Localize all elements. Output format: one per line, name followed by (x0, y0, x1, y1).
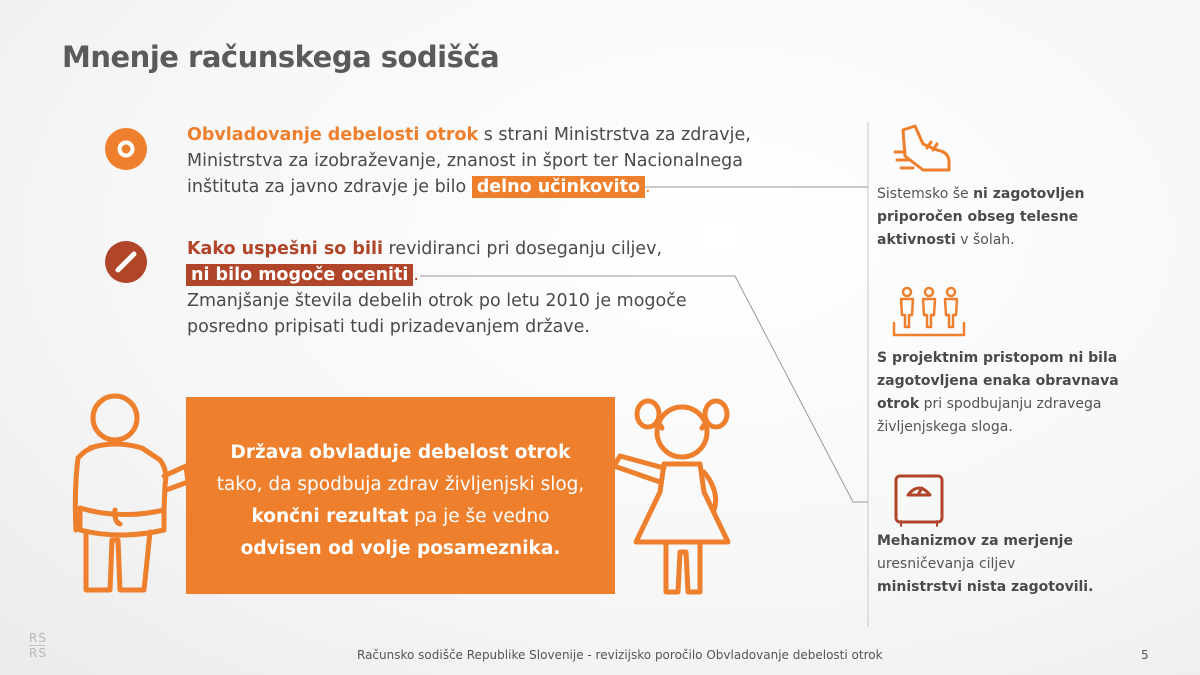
item1-text-c: inštituta za javno zdravje je bilo (187, 177, 472, 197)
box-line-3-bold: končni rezultat (251, 506, 409, 527)
scale-icon (893, 473, 947, 527)
right1-t1: Sistemsko še (877, 186, 974, 202)
box-line-1: Država obvladuje debelost otrok (230, 442, 571, 463)
item2-text-b: Zmanjšanje števila debelih otrok po letu 2010 je mogoče (187, 291, 687, 311)
box-line-2: tako, da spodbuja zdrav življenjski slog, (216, 474, 585, 495)
girl-figure-icon (600, 392, 740, 602)
rs-logo (29, 632, 47, 659)
page-number: 5 (1141, 648, 1149, 662)
right3-t1: uresničevanja ciljev (877, 556, 1016, 572)
running-shoe-icon (893, 122, 955, 178)
right-text-1 (877, 183, 1084, 252)
right2-b1: S projektnim pristopom ni bila (877, 350, 1118, 366)
page-title: Mnenje računskega sodišča (62, 40, 500, 74)
item2-lead: Kako uspešni so bili (187, 239, 383, 259)
right2-t2: življenjskega sloga. (877, 419, 1013, 435)
target-icon (104, 127, 148, 175)
right1-b1: ni zagotovljen (973, 186, 1085, 202)
pencil-icon (104, 240, 148, 288)
box-line-3-rest: pa je še vedno (408, 506, 550, 527)
item2-text-a: revidiranci pri doseganju ciljev, (382, 239, 663, 259)
right2-t1: pri spodbujanju zdravega (919, 396, 1102, 412)
right3-b1: Mehanizmov za merjenje (877, 533, 1073, 549)
item1-lead: Obvladovanje debelosti otrok (187, 125, 479, 145)
right1-b2: priporočen obseg telesne (877, 209, 1079, 225)
group-people-icon (890, 285, 968, 340)
rs-logo-top: RS (29, 631, 47, 645)
right1-b3: aktivnosti (877, 232, 956, 248)
right2-b2: zagotovljena enaka obravnava (877, 373, 1119, 389)
right2-b3: otrok (877, 396, 920, 412)
item1-text-b: Ministrstva za izobraževanje, znanost in šport ter Nacionalnega (187, 151, 744, 171)
item2-end: . (413, 265, 419, 285)
right3-b2: ministrstvi nista zagotovili. (877, 579, 1094, 595)
summary-box (186, 397, 615, 594)
right-text-2 (877, 347, 1119, 439)
right-text-3 (877, 530, 1093, 599)
item1-end: . (644, 177, 651, 197)
right1-t2: v šolah. (955, 232, 1015, 248)
item2-tag: ni bilo mogoče oceniti (186, 264, 413, 286)
box-line-4: odvisen od volje posameznika. (240, 538, 561, 559)
rs-logo-bottom: RS (29, 646, 47, 660)
item1-text-a: s strani Ministrstva za zdravje, (478, 125, 751, 145)
boy-figure-icon (60, 390, 200, 600)
item2-text-c: posredno pripisati tudi prizadevanjem države. (187, 317, 590, 337)
paragraph-2 (187, 236, 787, 340)
paragraph-1 (187, 122, 787, 200)
item1-tag: delno učinkovito (472, 176, 645, 198)
footer-text: Računsko sodišče Republike Slovenije - revizijsko poročilo Obvladovanje debelosti otrok (357, 648, 883, 662)
